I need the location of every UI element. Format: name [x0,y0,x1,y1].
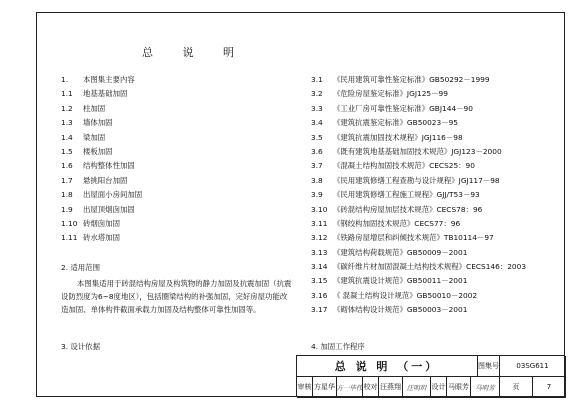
content-list-item [61,147,142,158]
reference-item-number: 3.10 [311,204,328,214]
reference-item-text: 《民用建筑修缮工程施工规程》GJJ/T53－93 [333,190,480,200]
reference-item-number: 3.13 [311,247,328,257]
reference-item [311,276,526,287]
reference-item-text: 《混凝土结构加固技术规范》CECS25：90 [333,161,475,171]
reference-item [311,104,526,115]
reference-item-text: 《碳纤维片材加固混凝土结构技术规程》CECS146：2003 [333,262,527,272]
content-list-item [61,233,142,244]
content-list-item-text: 出屋顶烟囱加固 [83,204,135,214]
content-list-item-number: 1.4 [61,132,73,142]
content-list-item-text: 梁加固 [83,132,106,142]
reference-item-number: 3.11 [311,218,328,228]
review-name: 方星华 [313,377,337,398]
content-list-item [61,89,142,100]
reference-item [311,147,526,158]
reference-item-number: 3.9 [311,190,323,200]
reference-item-text: 《建筑抗震加固技术规程》JGJ116－98 [333,132,463,142]
reference-item [311,176,526,187]
drawing-title: 总 说 明 （一） [297,356,478,377]
reference-item [311,89,526,100]
atlas-number-label: 图集号 [478,356,500,377]
reference-item [311,205,526,216]
reference-item [311,118,526,129]
reference-item-text: 《铁路房屋增层和纠倾技术规范》TB10114－97 [333,233,494,243]
reference-item-text: 《民用建筑可靠性鉴定标准》GB50292－1999 [333,75,490,84]
reference-item [311,305,526,316]
reference-item-number: 3.7 [311,161,323,171]
reference-item-number: 3.1 [311,75,323,84]
section-2-paragraph: 本图集适用于砖混结构房屋及构筑物的静力加固及抗震加固（抗震设防烈度为6~8度地区），包括圈梁结构的补强加固，完好房屋功能改造加固、单体构件截面承载力加固及结构整体可靠性加固等。 [61,279,292,314]
left-content-list [61,75,142,248]
design-name: 马眼芳 [447,377,471,398]
page-title: 总 说 明 [142,46,247,59]
content-list-item-number: 1.7 [61,175,73,185]
page-label: 页 [500,377,533,398]
content-list-item [61,219,142,230]
reference-item [311,219,526,230]
content-list-item-number: 1.11 [61,233,78,243]
section-4-heading: 4. 加固工作程序 [311,342,365,351]
content-list-item-text: 结构整体性加固 [83,161,135,171]
reference-item [311,161,526,172]
reference-item-text: 《砌体结构设计规范》GB50003－2001 [333,305,468,315]
reference-item-number: 3.2 [311,89,323,99]
content-list-item-number: 1.10 [61,218,78,228]
reference-item [311,233,526,244]
content-list-item [61,190,142,201]
reference-item [311,291,526,302]
reference-item-text: 《工业厂房可靠性鉴定标准》GBJ144－90 [333,103,473,113]
reference-item-number: 3.3 [311,103,323,113]
content-list-item-number: 1.8 [61,190,73,200]
page-number: 7 [533,377,566,398]
content-list-item [61,118,142,129]
content-list-item-text: 柱加固 [83,103,106,113]
right-reference-list [311,75,526,320]
reference-item-text: 《民用建筑修缮工程查勘与设计规程》JGJ117－98 [333,175,500,185]
content-list-item-number: 1.9 [61,204,73,214]
content-list-item [61,75,142,86]
content-list-item [61,205,142,216]
reference-item [311,248,526,259]
content-list-item [61,176,142,187]
reference-item-text: 《建筑抗震设计规范》GB50011－2001 [333,276,468,286]
section-2-heading: 2. 适用范围 [61,263,100,272]
reference-item-number: 3.16 [311,290,328,300]
check-name: 汪燕翔 [379,377,403,398]
content-list-item-text: 悬挑阳台加固 [83,175,128,185]
reference-item-text: 《既有建筑地基基础加固技术规范》JGJ123－2000 [333,146,502,156]
content-list-item-text: 地基基础加固 [83,89,128,99]
reference-item-number: 3.17 [311,305,328,315]
reference-item-number: 3.6 [311,146,323,156]
reference-item-text: 《砖混结构房屋加层技术规范》CECS78：96 [333,204,483,214]
reference-item-text: 《钢绞构加固技术规范》CECS77：96 [333,218,461,228]
reference-item-text: 《危险房屋鉴定标准》JGJ125－99 [333,89,448,99]
content-list-item-text: 本图集主要内容 [83,75,135,84]
reference-item-number: 3.14 [311,262,328,272]
reference-item-number: 3.8 [311,175,323,185]
reference-item [311,75,526,86]
reference-item-number: 3.5 [311,132,323,142]
reference-item [311,262,526,273]
reference-item-number: 3.15 [311,276,328,286]
reference-item [311,190,526,201]
title-block [296,355,565,397]
section-3-heading: 3. 设计依据 [61,342,100,351]
content-list-item [61,133,142,144]
reference-item-number: 3.12 [311,233,328,243]
reference-item-number: 3.4 [311,118,323,128]
check-label: 校对 [363,377,379,398]
design-signature: 马明芳 [471,377,500,398]
reference-item-text: 《建筑结构荷载规范》GB50009－2001 [333,247,468,257]
content-list-item-number: 1. [61,75,69,84]
content-list-item-number: 1.3 [61,118,73,128]
content-list-item [61,104,142,115]
check-signature: 汪明玥 [403,377,431,398]
content-list-item [61,161,142,172]
reference-item-text: 《建筑抗震鉴定标准》GB50023－95 [333,118,459,128]
design-label: 设计 [431,377,447,398]
content-list-item-text: 砖水塔加固 [83,233,120,243]
reference-item [311,133,526,144]
content-list-item-text: 砖烟囱加固 [83,218,120,228]
review-signature: 方一毕伟 [337,377,363,398]
content-list-item-number: 1.6 [61,161,73,171]
content-list-item-number: 1.2 [61,103,73,113]
content-list-item-text: 楼板加固 [83,146,113,156]
content-list-item-text: 墙体加固 [83,118,113,128]
content-list-item-number: 1.5 [61,146,73,156]
reference-item-text: 《 混凝土结构设计规范》GB50010－2002 [333,290,478,300]
content-list-item-text: 出屋面小房间加固 [83,190,143,200]
content-list-item-number: 1.1 [61,89,73,99]
atlas-number: 03SG611 [500,356,566,377]
review-label: 审核 [297,377,313,398]
